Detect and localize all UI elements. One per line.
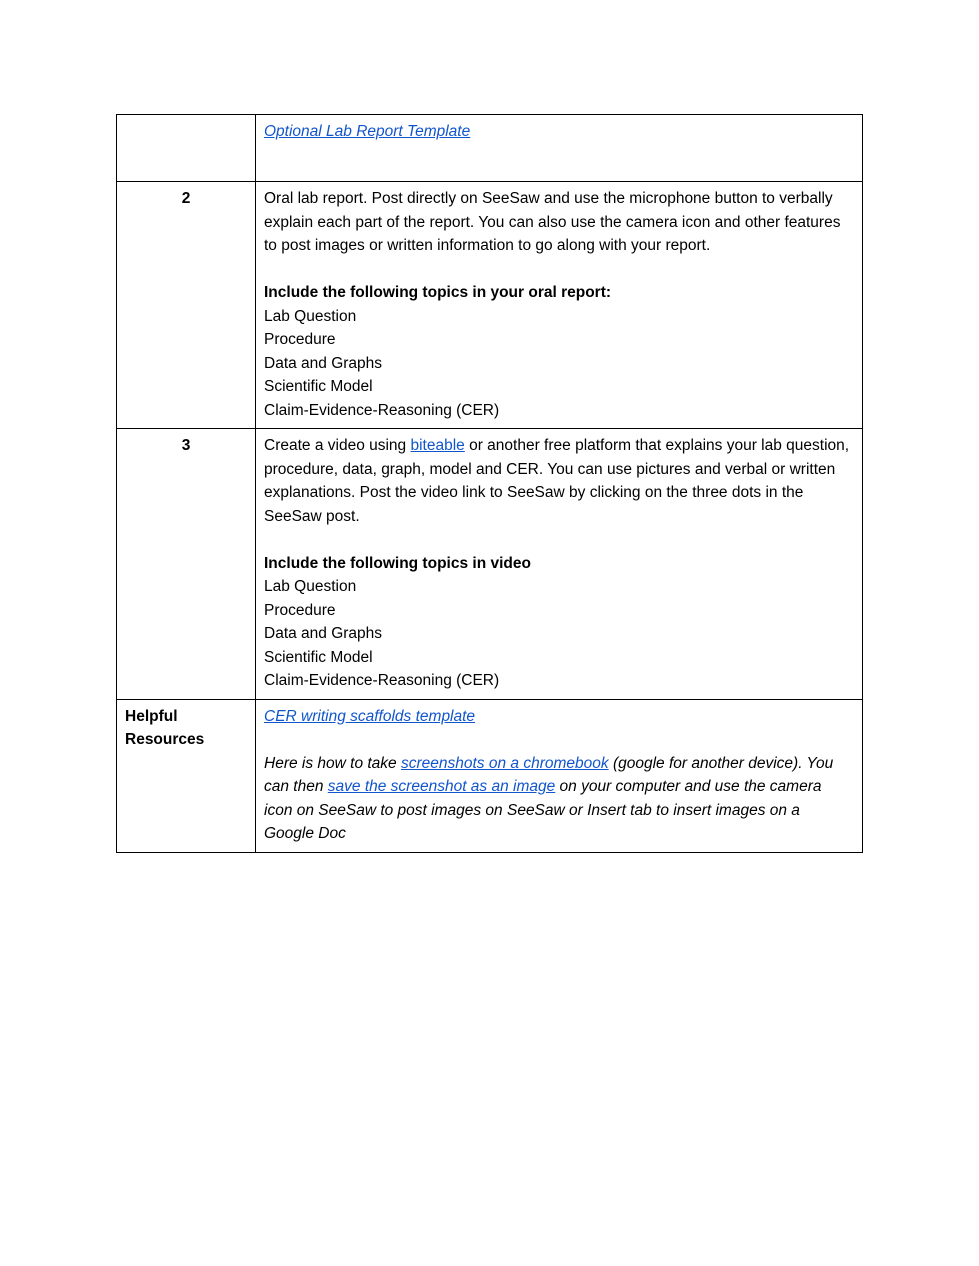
paragraph — [264, 552, 854, 576]
paragraph — [264, 434, 854, 528]
text-run: or another free platform that explains your lab question, procedure, data, graph, model and CER. You can use pictures and verbal or written explanations. Post the video link to SeeSaw by clicking on the three dots in the SeeSaw post. — [264, 437, 850, 525]
paragraph — [264, 375, 854, 399]
paragraph — [264, 305, 854, 329]
paragraph — [264, 646, 854, 670]
optional-lab-report-template-link[interactable]: Optional Lab Report Template — [264, 123, 471, 140]
paragraph — [264, 120, 854, 144]
paragraph — [264, 328, 854, 352]
paragraph — [264, 281, 854, 305]
row-label-2: 2 — [117, 182, 256, 429]
row-label-helpful-resources: Helpful Resources — [117, 699, 256, 852]
paragraph — [264, 669, 854, 693]
row-content-cell — [256, 429, 863, 700]
text-run: Procedure — [264, 601, 336, 619]
biteable-link[interactable]: biteable — [410, 437, 465, 454]
text-run: Data and Graphs — [264, 354, 383, 372]
text-run: Claim-Evidence-Reasoning (CER) — [264, 672, 500, 689]
paragraph — [264, 399, 854, 423]
text-run: on your computer and use the camera icon on SeeSaw to post images on SeeSaw or Insert tab to insert images on a Google Doc — [264, 778, 822, 842]
save-the-screenshot-as-an-image-link[interactable]: save the screenshot as an image — [327, 778, 556, 795]
text-run: Lab Question — [264, 578, 357, 595]
table-row — [117, 115, 863, 182]
text-run: Claim-Evidence-Reasoning (CER) — [264, 401, 500, 419]
lab-report-table — [116, 114, 863, 853]
blank-line — [264, 528, 854, 552]
text-run: Lab Question — [264, 307, 357, 325]
text-run: Include the following topics in video — [264, 554, 531, 572]
table-row — [117, 699, 863, 852]
text-run: Oral lab report. Post directly on SeeSaw and use the microphone button to verbally explain each part of the report. You can also use the camera icon and other features to post images or written information to go along with your report. — [264, 190, 841, 254]
text-run: Data and Graphs — [264, 625, 383, 642]
row-label-3: 3 — [117, 429, 256, 700]
row-content-cell — [256, 699, 863, 852]
paragraph — [264, 352, 854, 376]
table-row — [117, 182, 863, 429]
text-run: Here is how to take — [264, 754, 401, 772]
table-row — [117, 429, 863, 700]
row-content-cell — [256, 182, 863, 429]
text-run: Procedure — [264, 331, 336, 348]
text-run: Include the following topics in your oral report: — [264, 284, 612, 301]
paragraph — [264, 705, 854, 729]
paragraph — [264, 622, 854, 646]
cer-writing-scaffolds-template-link[interactable]: CER writing scaffolds template — [264, 707, 476, 725]
text-run: Create a video using — [264, 437, 411, 454]
table-body — [117, 115, 863, 853]
row-label-empty — [117, 115, 256, 182]
text-run: (google for another device). You can then — [264, 754, 834, 795]
blank-line — [264, 258, 854, 282]
text-run: Scientific Model — [264, 648, 373, 666]
paragraph — [264, 599, 854, 623]
paragraph — [264, 752, 854, 846]
paragraph — [264, 575, 854, 599]
text-run: Scientific Model — [264, 378, 373, 395]
blank-line — [264, 728, 854, 752]
row-content-cell — [256, 115, 863, 182]
paragraph — [264, 187, 854, 258]
screenshots-on-a-chromebook-link[interactable]: screenshots on a chromebook — [400, 754, 609, 772]
